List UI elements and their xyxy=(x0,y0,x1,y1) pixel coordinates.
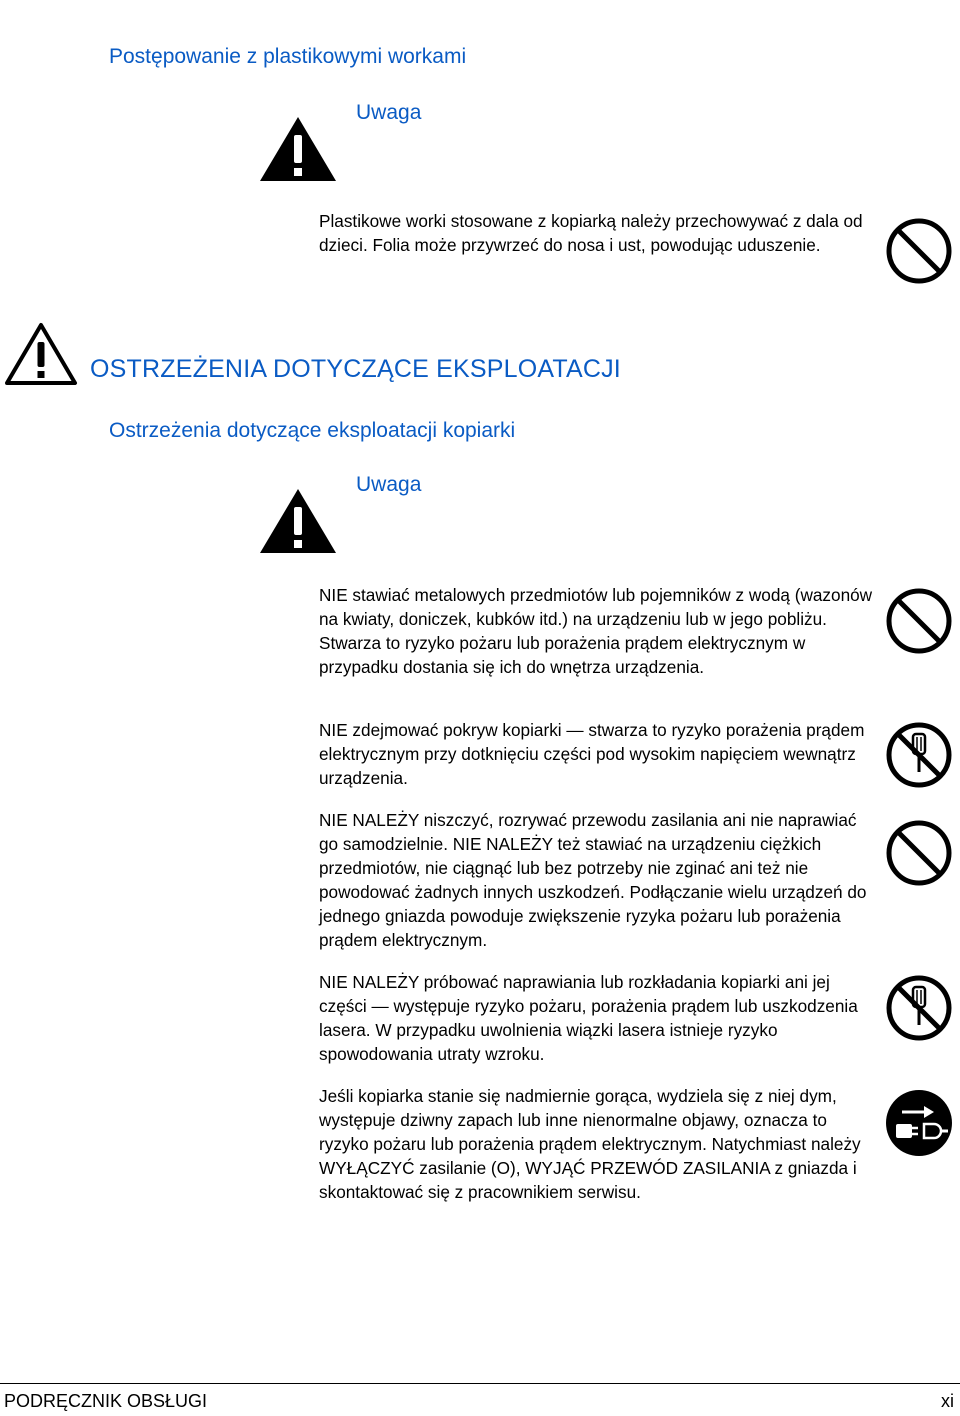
no-disassembly-icon xyxy=(884,720,954,790)
prohibition-icon xyxy=(884,818,954,888)
plastic-warning-text: Plastikowe worki stosowane z kopiarką należy przechowywać z dala od dzieci. Folia może przywrzeć do nosa i ust, powodując uduszenie. xyxy=(319,211,863,255)
section-subtitle: Ostrzeżenia dotyczące eksploatacji kopiarki xyxy=(109,419,516,442)
caution-label: Uwaga xyxy=(356,473,422,496)
unplug-icon xyxy=(884,1088,954,1158)
warning-triangle-icon xyxy=(258,487,338,555)
prohibition-icon xyxy=(884,586,954,656)
operation-warning-5: Jeśli kopiarka stanie się nadmiernie gorąca, wydziela się z niej dym, występuje dziwny zapach lub inne nienormalne objawy, oznacza to ryzyko pożaru lub porażenia prądem elektrycznym. Natychmiast należy WYŁĄCZYĆ zasilanie (O), WYJĄĆ PRZEWÓD ZASILANIA z gniazda i skontaktować się z pracownikiem serwisu. xyxy=(319,1086,861,1202)
operation-warning-3: NIE NALEŻY niszczyć, rozrywać przewodu zasilania ani nie naprawiać go samodzielnie. NIE NALEŻY też stawiać na urządzeniu ciężkich przedmiotów, nie ciągnąć lub bez potrzeby nie zginać ani też nie powodować żadnych innych uszkodzeń. Podłączanie wielu urządzeń do jednego gniazda powoduje zwiększenie ryzyka pożaru lub porażenia prądem elektrycznym. xyxy=(319,810,867,950)
page-title: OSTRZEŻENIA DOTYCZĄCE EKSPLOATACJI xyxy=(90,355,621,383)
operation-warning-2: NIE zdejmować pokryw kopiarki — stwarza to ryzyko porażenia prądem elektrycznym przy dotknięciu części pod wysokim napięciem wewnątrz urządzenia. xyxy=(319,720,865,788)
page-number: xi xyxy=(941,1391,954,1411)
section-title-plastic: Postępowanie z plastikowymi workami xyxy=(109,45,467,68)
footer-divider xyxy=(0,1383,960,1384)
footer-title: PODRĘCZNIK OBSŁUGI xyxy=(4,1391,208,1411)
warning-triangle-outline-icon xyxy=(4,322,78,386)
operation-warning-1: NIE stawiać metalowych przedmiotów lub pojemników z wodą (wazonów na kwiaty, doniczek, kubków itd.) na urządzeniu lub w jego pobliżu. Stwarza to ryzyko pożaru lub porażenia prądem elektrycznym w przypadku dostania się ich do wnętrza urządzenia. xyxy=(319,585,873,677)
no-disassembly-icon xyxy=(884,973,954,1043)
operation-warning-4: NIE NALEŻY próbować naprawiania lub rozkładania kopiarki ani jej części — występuje ryzyko pożaru, porażenia prądem lub uszkodzenia lasera. W przypadku uwolnienia wiązki lasera istnieje ryzyko spowodowania utraty wzroku. xyxy=(319,972,858,1064)
warning-triangle-icon xyxy=(258,115,338,183)
prohibition-icon xyxy=(884,216,954,286)
caution-label: Uwaga xyxy=(356,101,422,124)
